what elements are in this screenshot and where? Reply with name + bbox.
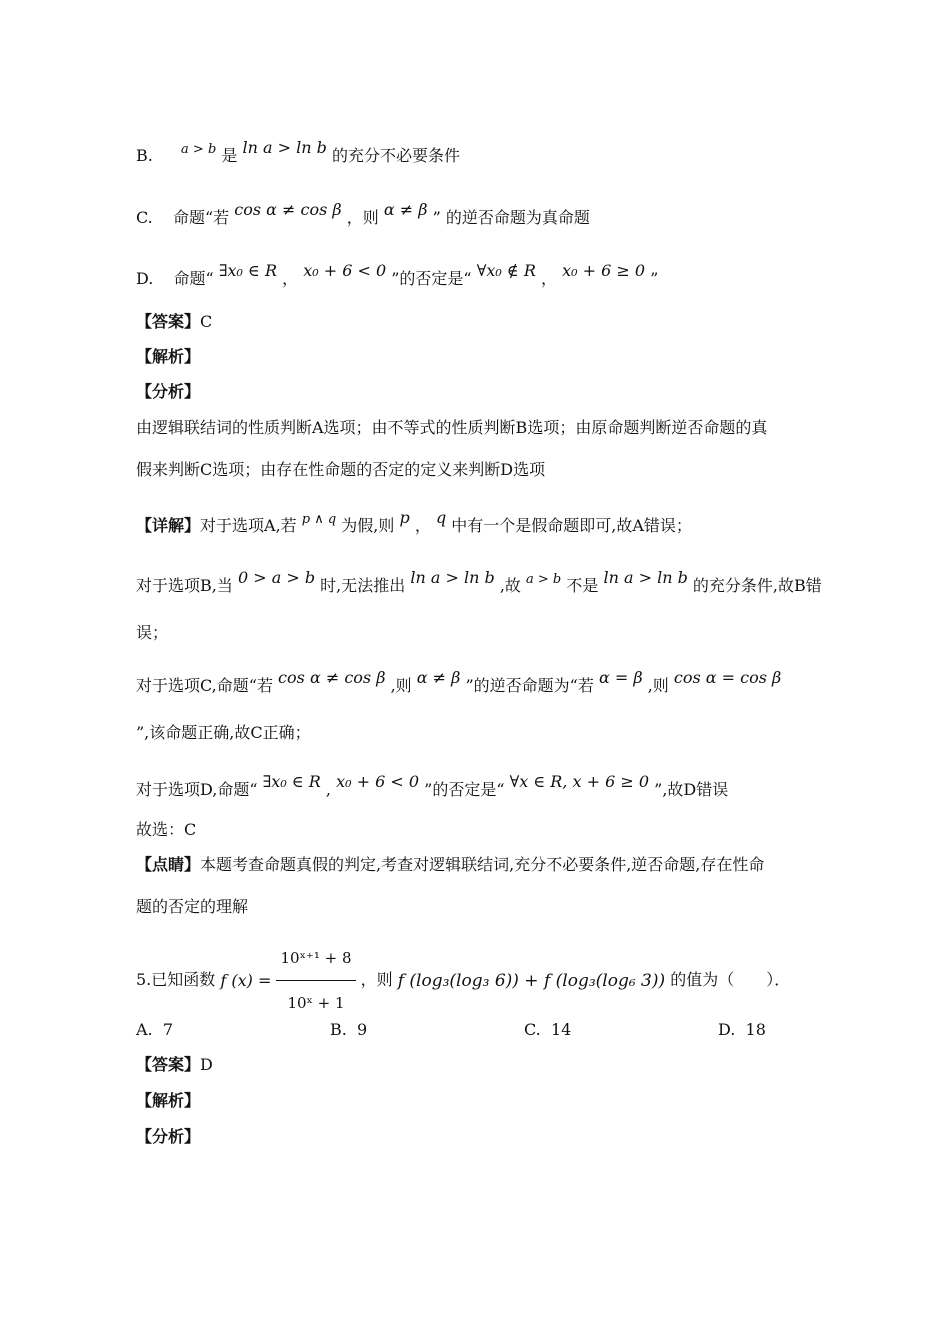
text: ” bbox=[650, 269, 659, 288]
text: ,则 bbox=[647, 676, 669, 695]
jiexi-heading-1: 【解析】 bbox=[136, 347, 201, 366]
answer-line-2 bbox=[136, 1055, 213, 1075]
math-expr: ln a > ln b bbox=[242, 138, 327, 157]
math-expr: p bbox=[399, 508, 410, 527]
text: 中有一个是假命题即可,故A错误； bbox=[451, 516, 692, 535]
option-b bbox=[330, 1020, 367, 1039]
jiexi-heading-2: 【解析】 bbox=[136, 1091, 201, 1110]
detail-b-line-2: 误； bbox=[136, 623, 169, 642]
text: 命题“若 bbox=[172, 208, 230, 227]
detail-c-line-2: ”,该命题正确,故C正确； bbox=[136, 723, 311, 742]
text: ，则 bbox=[346, 208, 379, 227]
option-c bbox=[524, 1020, 571, 1039]
math-expr: ∃x₀ ∈ R bbox=[262, 772, 321, 791]
option-label: B. bbox=[136, 146, 153, 165]
fenxi-heading-1: 【分析】 bbox=[136, 382, 201, 401]
text: 时,无法推出 bbox=[320, 576, 406, 595]
text: 本题考查命题真假的判定,考查对逻辑联结词,充分不必要条件,逆否命题,存在性命 bbox=[200, 855, 765, 874]
option-a bbox=[136, 1020, 173, 1039]
math-expr: cos α ≠ cos β bbox=[234, 200, 342, 219]
dianjing-line-2: 题的否定的理解 bbox=[136, 897, 249, 916]
choose-line: 故选：C bbox=[136, 820, 197, 839]
option-c-line bbox=[136, 200, 590, 228]
text: ”的否定是“ bbox=[391, 269, 472, 288]
detail-tag: 【详解】 bbox=[136, 516, 201, 535]
text: ” 的逆否命题为真命题 bbox=[432, 208, 590, 227]
detail-b-line bbox=[136, 568, 822, 596]
analysis-line-2: 假来判断C选项；由存在性命题的否定的定义来判断D选项 bbox=[136, 460, 546, 479]
answer-line-1 bbox=[136, 312, 212, 332]
text: ,则 bbox=[390, 676, 412, 695]
text: ， bbox=[540, 269, 557, 288]
math-expr: p ∧ q bbox=[301, 512, 337, 527]
option-value: 7 bbox=[162, 1020, 173, 1039]
fraction-denominator: 10ˣ + 1 bbox=[287, 994, 345, 1012]
option-label: B. bbox=[330, 1020, 347, 1039]
question-number: 5.已知函数 bbox=[136, 970, 216, 989]
math-expr: x₀ + 6 ≥ 0 bbox=[562, 261, 646, 280]
text: ， bbox=[414, 516, 431, 535]
option-label: C. bbox=[136, 208, 153, 227]
text: 为假,则 bbox=[341, 516, 395, 535]
answer-tag: 【答案】 bbox=[136, 1055, 201, 1074]
math-expr: ln a > ln b bbox=[603, 568, 688, 587]
math-expr: x₀ + 6 < 0 bbox=[336, 772, 420, 791]
text: 对于选项A,若 bbox=[200, 516, 297, 535]
analysis-line-1: 由逻辑联结词的性质判断A选项；由不等式的性质判断B选项；由原命题判断逆否命题的真 bbox=[136, 418, 768, 437]
fraction bbox=[276, 938, 355, 1023]
text: 的充分不必要条件 bbox=[331, 146, 460, 165]
text: 是 bbox=[221, 146, 238, 165]
option-d bbox=[718, 1020, 766, 1039]
text: ”的否定是“ bbox=[424, 780, 505, 799]
text: 对于选项D,命题“ bbox=[136, 780, 258, 799]
answer-value: C bbox=[200, 312, 213, 331]
math-expr: f (log₃(log₃ 6)) + f (log₃(log₆ 3)) bbox=[397, 970, 666, 991]
math-expr: cos α ≠ cos β bbox=[278, 668, 386, 687]
text: 不是 bbox=[566, 576, 599, 595]
math-expr: a > b bbox=[181, 142, 217, 157]
math-expr: α ≠ β bbox=[383, 200, 428, 219]
math-expr: ∀x ∈ R, x + 6 ≥ 0 bbox=[509, 772, 650, 791]
option-d-line bbox=[136, 261, 658, 289]
math-expr: 0 > a > b bbox=[237, 568, 316, 587]
math-expr: α = β bbox=[598, 668, 643, 687]
text: ， bbox=[282, 269, 299, 288]
option-label: D. bbox=[718, 1020, 736, 1039]
dianjing-line-1 bbox=[136, 855, 764, 875]
math-expr: x₀ + 6 < 0 bbox=[303, 261, 387, 280]
math-expr: ∃x₀ ∈ R bbox=[218, 261, 277, 280]
text: , bbox=[325, 780, 331, 799]
answer-tag: 【答案】 bbox=[136, 312, 201, 331]
text: ”的逆否命题为“若 bbox=[465, 676, 594, 695]
option-label: C. bbox=[524, 1020, 541, 1039]
text: 的充分条件,故B错 bbox=[692, 576, 822, 595]
detail-c-line bbox=[136, 668, 781, 696]
text: 的值为（ ）． bbox=[670, 970, 791, 989]
math-expr: a > b bbox=[526, 572, 562, 587]
text: 对于选项B,当 bbox=[136, 576, 233, 595]
math-expr: q bbox=[435, 508, 447, 527]
detail-d-line bbox=[136, 772, 728, 800]
dianjing-tag: 【点睛】 bbox=[136, 855, 201, 874]
answer-value: D bbox=[200, 1055, 213, 1074]
option-value: 14 bbox=[550, 1020, 572, 1039]
text: ，则 bbox=[360, 970, 393, 989]
option-value: 9 bbox=[357, 1020, 368, 1039]
math-expr: f (x) = bbox=[220, 970, 272, 990]
option-label: D. bbox=[136, 269, 154, 288]
math-expr: ln a > ln b bbox=[410, 568, 495, 587]
detail-a-line bbox=[136, 508, 692, 536]
option-label: A. bbox=[136, 1020, 153, 1039]
text: 命题“ bbox=[173, 269, 214, 288]
option-value: 18 bbox=[745, 1020, 766, 1039]
math-expr: cos α = cos β bbox=[673, 668, 782, 687]
fenxi-heading-2: 【分析】 bbox=[136, 1127, 201, 1146]
option-b-line bbox=[136, 138, 460, 166]
fraction-numerator: 10ˣ⁺¹ + 8 bbox=[276, 938, 355, 981]
text: ,故 bbox=[499, 576, 521, 595]
text: ”,故D错误 bbox=[654, 780, 729, 799]
text: 对于选项C,命题“若 bbox=[136, 676, 273, 695]
math-expr: ∀x₀ ∉ R bbox=[476, 261, 536, 280]
question-5 bbox=[136, 938, 790, 1023]
math-expr: α ≠ β bbox=[416, 668, 461, 687]
